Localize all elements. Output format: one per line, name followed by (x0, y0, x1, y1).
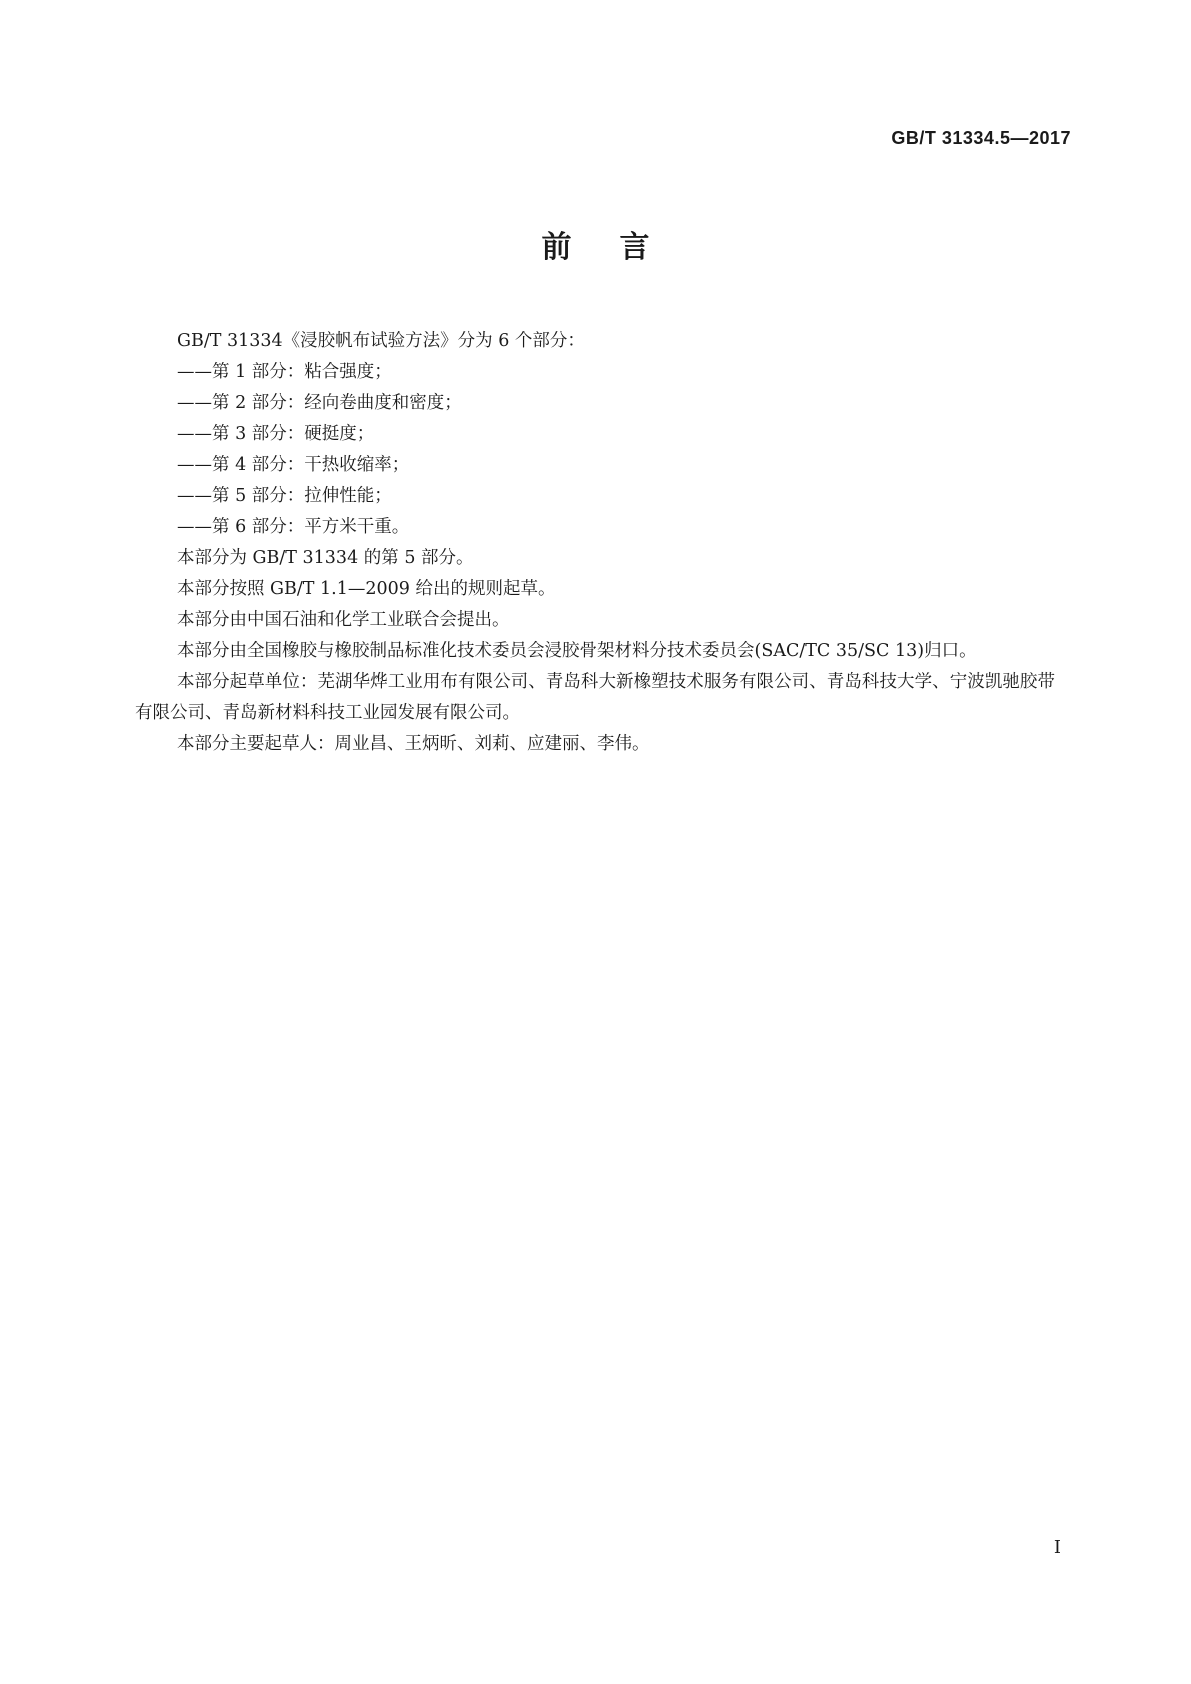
list-item: ——第 2 部分：经向卷曲度和密度； (177, 393, 462, 413)
paragraph: 本部分主要起草人：周业昌、王炳昕、刘莉、应建丽、李伟。 (177, 734, 650, 754)
list-item: ——第 1 部分：粘合强度； (177, 362, 392, 382)
list-item: ——第 3 部分：硬挺度； (177, 424, 375, 444)
parts-list (135, 357, 1055, 543)
paragraph: 本部分为 GB/T 31334 的第 5 部分。 (177, 548, 474, 568)
paragraph: 本部分由全国橡胶与橡胶制品标准化技术委员会浸胶骨架材料分技术委员会(SAC/TC 35/SC 13)归口。 (177, 641, 977, 661)
list-item: ——第 6 部分：平方米干重。 (177, 517, 410, 537)
intro-paragraph: GB/T 31334《浸胶帆布试验方法》分为 6 个部分： (177, 331, 585, 351)
page-number: I (1053, 1537, 1061, 1558)
list-item: ——第 5 部分：拉伸性能； (177, 486, 392, 506)
paragraph: 本部分由中国石油和化学工业联合会提出。 (177, 610, 510, 630)
paragraph: 本部分按照 GB/T 1.1—2009 给出的规则起草。 (177, 579, 556, 599)
foreword-body (135, 326, 1055, 760)
list-item: ——第 4 部分：干热收缩率； (177, 455, 410, 475)
paragraph: 本部分起草单位：芜湖华烨工业用布有限公司、青岛科大新橡塑技术服务有限公司、青岛科技大学、宁波凯驰胶带有限公司、青岛新材料科技工业园发展有限公司。 (135, 672, 1055, 723)
standard-code: GB/T 31334.5—2017 (891, 128, 1071, 148)
page-title: 前言 (541, 230, 698, 265)
